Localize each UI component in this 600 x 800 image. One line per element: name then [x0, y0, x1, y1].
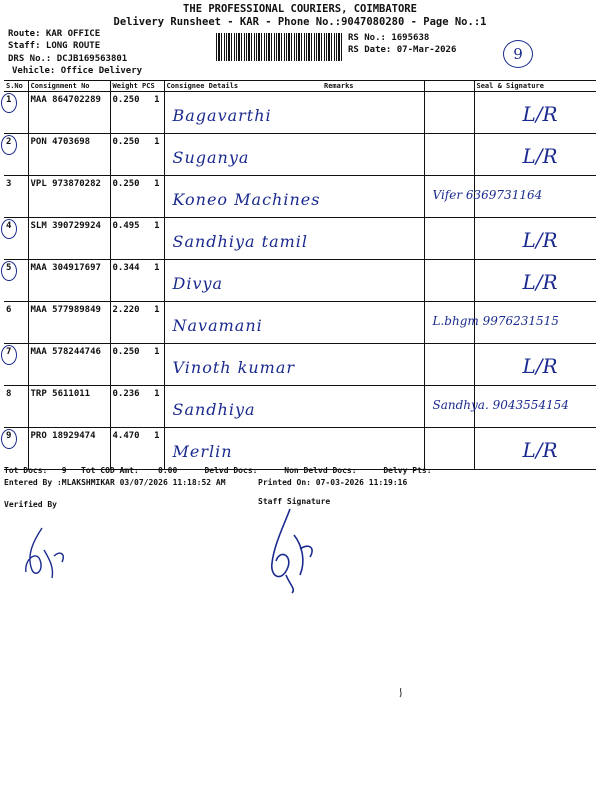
row-consignee — [164, 344, 424, 386]
row-seal — [474, 344, 596, 386]
col-consignee-label: Consignee Details — [166, 82, 239, 90]
row-consignee-name: Bagavarthi — [172, 106, 272, 125]
row-consignment: PRO 18929474 — [28, 428, 110, 470]
row-seal — [474, 134, 596, 176]
row-weight: 0.236 — [112, 389, 140, 399]
table-row — [4, 386, 596, 428]
col-weight: Weight — [112, 82, 138, 90]
row-weight-pcs — [110, 386, 164, 428]
row-weight-pcs — [110, 344, 164, 386]
row-sno-value: 4 — [6, 221, 12, 231]
delvy-pts-label: Delvy Pts: — [383, 466, 432, 475]
row-sno-value: 7 — [6, 347, 12, 357]
delvd-docs-label: Delvd Docs: — [204, 466, 258, 475]
col-seal: Seal & Signature — [474, 81, 596, 92]
row-weight: 0.344 — [112, 263, 140, 273]
table-row — [4, 428, 596, 470]
staff-signature-label: Staff Signature — [258, 497, 331, 506]
tot-cod-label: Tot COD Amt: — [81, 466, 139, 475]
row-weight: 4.470 — [112, 431, 140, 441]
sno-circle-mark — [1, 219, 17, 239]
tot-cod-value: 0.00 — [158, 466, 178, 475]
row-weight: 2.220 — [112, 305, 140, 315]
row-signature: L/R — [522, 144, 558, 168]
row-weight: 0.250 — [112, 179, 140, 189]
row-consignee — [164, 428, 424, 470]
col-sno: S.No — [4, 81, 28, 92]
row-consignment: TRP 5611011 — [28, 386, 110, 428]
row-sno-value: 6 — [6, 305, 12, 315]
row-sno — [4, 302, 28, 344]
row-consignee-name: Merlin — [172, 442, 233, 461]
row-consignee-name: Sandhiya — [172, 400, 256, 419]
row-seal — [432, 386, 596, 428]
row-signature: Vifer 6369731164 — [432, 188, 543, 202]
row-sno-value: 1 — [6, 95, 12, 105]
row-signature: L/R — [522, 228, 558, 252]
row-signature: L/R — [522, 102, 558, 126]
row-sno — [4, 92, 28, 134]
row-sno — [4, 218, 28, 260]
row-consignee-name: Koneo Machines — [172, 190, 321, 209]
row-consignment: PON 4703698 — [28, 134, 110, 176]
row-signature: L/R — [522, 354, 558, 378]
row-weight: 0.495 — [112, 221, 140, 231]
runsheet-table — [4, 80, 596, 470]
row-consignment: SLM 390729924 — [28, 218, 110, 260]
row-pcs: 1 — [154, 431, 160, 441]
col-consignment: Consignment No — [28, 81, 110, 92]
col-consignee — [164, 81, 424, 92]
row-sno-value: 8 — [6, 389, 12, 399]
col-remarks-space — [424, 81, 474, 92]
row-remarks — [424, 260, 474, 302]
row-signature: L/R — [522, 438, 558, 462]
row-seal — [474, 218, 596, 260]
vehicle-label: Vehicle: Office Delivery — [12, 66, 143, 76]
row-consignee-name: Sandhiya tamil — [172, 232, 309, 251]
row-pcs: 1 — [154, 179, 160, 189]
row-consignee — [164, 218, 424, 260]
entered-by: Entered By :MLAKSHMIKAR 03/07/2026 11:18:52 AM — [4, 478, 226, 487]
row-remarks — [424, 92, 474, 134]
row-consignee — [164, 386, 424, 428]
table-header-row — [4, 81, 596, 92]
col-weight-pcs — [110, 81, 164, 92]
table-row — [4, 302, 596, 344]
row-consignee-name: Divya — [172, 274, 224, 293]
row-consignee — [164, 260, 424, 302]
row-consignment: MAA 864702289 — [28, 92, 110, 134]
row-weight: 0.250 — [112, 137, 140, 147]
sno-circle-mark — [1, 345, 17, 365]
row-pcs: 1 — [154, 95, 160, 105]
barcode — [216, 33, 342, 61]
sno-circle-mark — [1, 261, 17, 281]
table-row — [4, 260, 596, 302]
row-pcs: 1 — [154, 389, 160, 399]
drs-number: DRS No.: DCJB169563801 — [8, 54, 128, 64]
row-remarks — [424, 344, 474, 386]
row-consignee-name: Navamani — [172, 316, 263, 335]
row-remarks — [424, 428, 474, 470]
row-consignee — [164, 302, 424, 344]
company-name: THE PROFESSIONAL COURIERS, COIMBATORE — [183, 3, 417, 15]
non-delvd-docs-label: Non Delvd Docs: — [284, 466, 357, 475]
row-seal — [474, 260, 596, 302]
row-weight-pcs — [110, 176, 164, 218]
row-seal — [432, 176, 596, 218]
row-weight-pcs — [110, 218, 164, 260]
tot-docs-value: 9 — [61, 466, 67, 475]
page-mark: 9 — [503, 40, 533, 68]
row-pcs: 1 — [154, 305, 160, 315]
staff-signature-drawing — [256, 505, 326, 595]
row-remarks — [424, 134, 474, 176]
row-sno-value: 5 — [6, 263, 12, 273]
row-signature: Sandhya. 9043554154 — [432, 398, 569, 412]
sno-circle-mark — [1, 135, 17, 155]
row-pcs: 1 — [154, 347, 160, 357]
row-consignment: MAA 304917697 — [28, 260, 110, 302]
row-weight-pcs — [110, 428, 164, 470]
sno-circle-mark — [1, 93, 17, 113]
row-consignee — [164, 176, 424, 218]
table-row — [4, 344, 596, 386]
row-consignee — [164, 92, 424, 134]
row-weight-pcs — [110, 260, 164, 302]
route-label: Route: KAR OFFICE — [8, 29, 101, 39]
row-seal — [432, 302, 596, 344]
row-consignee — [164, 134, 424, 176]
rs-number: RS No.: 1695638 — [348, 33, 430, 43]
staff-label: Staff: LONG ROUTE — [8, 41, 101, 51]
col-pcs: PCS — [142, 82, 155, 90]
rs-date: RS Date: 07-Mar-2026 — [348, 45, 457, 55]
row-consignee-name: Suganya — [172, 148, 250, 167]
row-sno — [4, 176, 28, 218]
sno-circle-mark — [1, 429, 17, 449]
row-consignment: MAA 578244746 — [28, 344, 110, 386]
row-signature: L/R — [522, 270, 558, 294]
row-weight-pcs — [110, 92, 164, 134]
row-sno — [4, 428, 28, 470]
table-row — [4, 92, 596, 134]
row-seal — [474, 428, 596, 470]
table-row — [4, 134, 596, 176]
row-weight: 0.250 — [112, 95, 140, 105]
runsheet-title: Delivery Runsheet - KAR - Phone No.:9047080280 - Page No.:1 — [113, 16, 487, 28]
row-pcs: 1 — [154, 137, 160, 147]
row-sno — [4, 134, 28, 176]
row-weight: 0.250 — [112, 347, 140, 357]
row-consignment: VPL 973870282 — [28, 176, 110, 218]
row-signature: L.bhgm 9976231515 — [432, 314, 559, 328]
tot-docs-label: Tot Docs: — [4, 466, 48, 475]
row-pcs: 1 — [154, 221, 160, 231]
row-remarks — [424, 218, 474, 260]
row-weight-pcs — [110, 134, 164, 176]
row-sno — [4, 260, 28, 302]
row-consignee-name: Vinoth kumar — [172, 358, 296, 377]
col-remarks: Remarks — [324, 82, 354, 90]
row-sno — [4, 344, 28, 386]
row-sno-value: 2 — [6, 137, 12, 147]
row-sno-value: 3 — [6, 179, 12, 189]
row-pcs: 1 — [154, 263, 160, 273]
row-consignment: MAA 577989849 — [28, 302, 110, 344]
row-seal — [474, 92, 596, 134]
table-row — [4, 218, 596, 260]
totals-line — [4, 466, 432, 475]
verified-signature-drawing — [14, 520, 74, 590]
printed-on: Printed On: 07-03-2026 11:19:16 — [258, 478, 408, 487]
stray-mark — [396, 686, 406, 700]
table-row — [4, 176, 596, 218]
row-sno-value: 9 — [6, 431, 12, 441]
row-weight-pcs — [110, 302, 164, 344]
row-sno — [4, 386, 28, 428]
verified-by-label: Verified By — [4, 500, 57, 509]
